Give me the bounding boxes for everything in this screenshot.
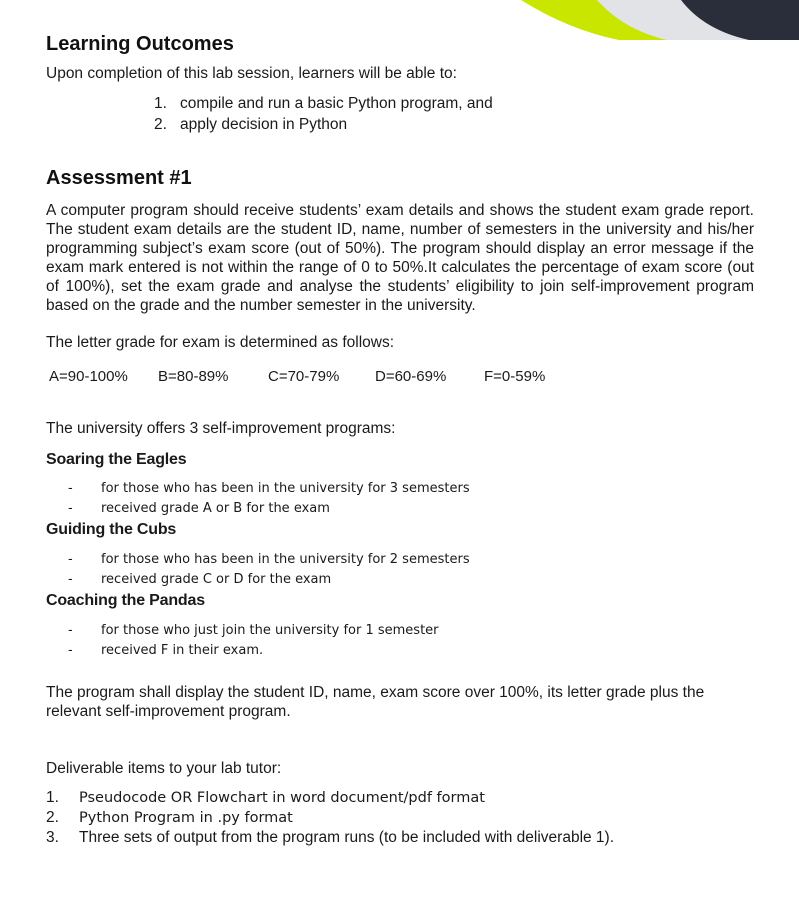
grade-f: F=0-59%: [484, 368, 546, 385]
program-cubs-criteria: [46, 550, 754, 590]
grade-scale: [49, 368, 754, 385]
criteria-item: - received grade C or D for the exam: [68, 572, 332, 587]
grade-a: A=90-100%: [49, 368, 128, 385]
learning-outcomes-intro: Upon completion of this lab session, learners will be able to:: [46, 65, 457, 82]
programs-intro: The university offers 3 self-improvement programs:: [46, 420, 396, 437]
program-pandas-criteria: [46, 621, 754, 661]
outcome-item: 1. compile and run a basic Python program, and: [154, 95, 493, 112]
deliverables-intro: Deliverable items to your lab tutor:: [46, 760, 282, 777]
grade-c: C=70-79%: [268, 368, 340, 385]
display-requirement: The program shall display the student ID, name, exam score over 100%, its letter grade plus the relevant self-improvement program.: [46, 684, 705, 720]
assessment-paragraph: A computer program should receive students’ exam details and shows the student exam grade report. The student exam details are the student ID, name, number of semesters in the university and his/her programming subject’s exam score (out of 50%). The program should display an error message if the exam mark entered is not within the range of 0 to 50%.It calculates the percentage of exam score (out of 100%), set the exam grade and analyse the students’ eligibility to join self-improvement program based on the grade and the number semester in the university.: [46, 202, 754, 314]
criteria-item: - for those who just join the university for 1 semester: [68, 623, 439, 638]
criteria-item: - for those who has been in the university for 2 semesters: [68, 552, 470, 567]
grade-d: D=60-69%: [375, 368, 447, 385]
program-pandas-title: Coaching the Pandas: [46, 592, 205, 609]
criteria-item: - received F in their exam.: [68, 643, 264, 658]
deliverable-item: 1. Pseudocode OR Flowchart in word document/pdf format: [46, 789, 485, 806]
learning-outcomes-heading: Learning Outcomes: [46, 33, 234, 55]
assessment-heading: Assessment #1: [46, 167, 192, 189]
grade-intro: The letter grade for exam is determined as follows:: [46, 334, 395, 351]
program-eagles-criteria: [46, 479, 754, 519]
deliverable-item: 3. Three sets of output from the program runs (to be included with deliverable 1).: [46, 829, 615, 846]
deliverables-list: [46, 788, 754, 848]
program-cubs-title: Guiding the Cubs: [46, 521, 177, 538]
deliverable-item: 2. Python Program in .py format: [46, 809, 293, 826]
criteria-item: - for those who has been in the university for 3 semesters: [68, 481, 470, 496]
criteria-item: - received grade A or B for the exam: [68, 501, 330, 516]
program-eagles-title: Soaring the Eagles: [46, 451, 187, 468]
document-page: [46, 30, 754, 848]
outcomes-list: [154, 93, 754, 135]
outcome-item: 2. apply decision in Python: [154, 116, 348, 133]
grade-b: B=80-89%: [158, 368, 229, 385]
